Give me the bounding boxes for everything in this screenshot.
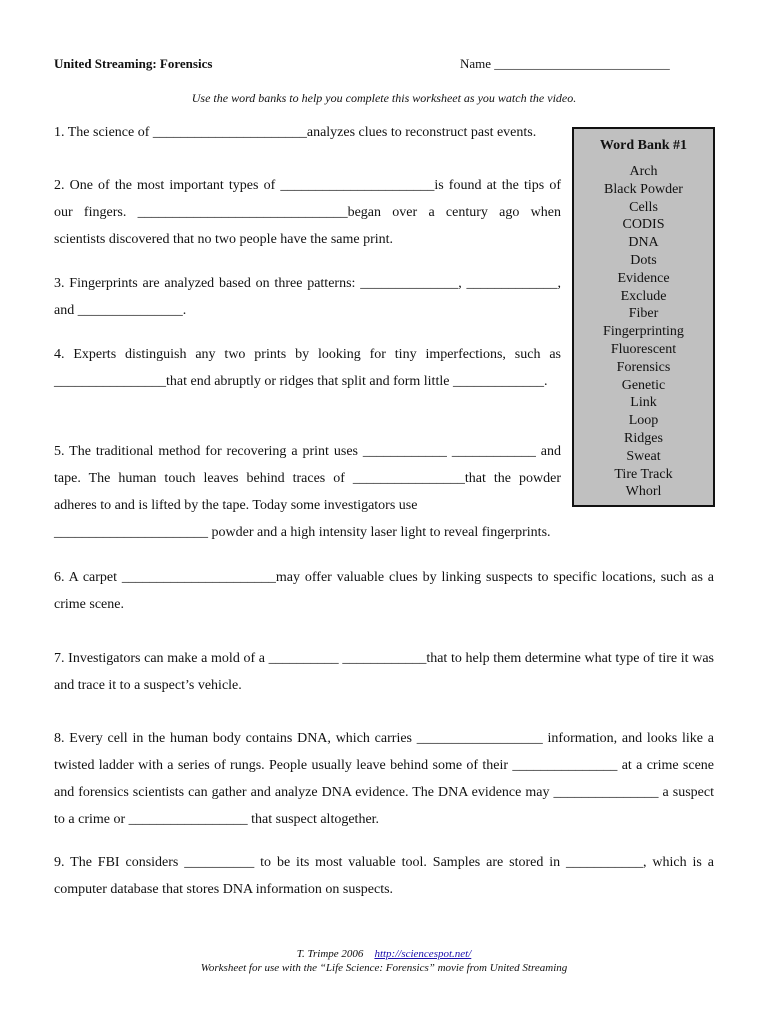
word-bank-item: Arch [629,164,658,179]
word-bank-item: Forensics [616,359,671,375]
question-3: 3. Fingerprints are analyzed based on three patterns: ______________, _____________, and _______________. [54,276,561,318]
footer-author: T. Trimpe 2006 [296,948,364,960]
question-6: 6. A carpet ______________________may offer valuable clues by linking suspects to specific locations, such as a crime scene. [54,570,714,612]
word-bank-item: Genetic [621,377,666,393]
word-bank-box [572,127,715,507]
word-bank-item: Link [630,395,657,411]
word-bank-item: DNA [628,235,659,251]
word-bank-item: Fingerprinting [603,324,684,340]
word-bank-item: Sweat [626,448,661,464]
question-2: 2. One of the most important types of ______________________is found at the tips of our fingers. ______________________________began over a century ago when scientists discovered that no two people have the same print. [54,178,561,247]
question-1: 1. The science of ______________________analyzes clues to reconstruct past events. [54,125,537,140]
question-5: 5. The traditional method for recovering a print uses ____________ ____________ and tape. The human touch leaves behind traces of ________________that the powder adheres to and is lifted by the tape. Today some investigators use [54,444,561,513]
instructions: Use the word banks to help you complete this worksheet as you watch the video. [191,91,577,105]
word-bank-list [574,163,713,501]
word-bank-item: Loop [628,413,659,429]
footer-credit-line [0,947,768,961]
word-bank-item: Cells [629,199,658,215]
word-bank-item: CODIS [622,217,665,233]
word-bank-item: Exclude [620,288,667,304]
name-field-label: Name ___________________________ [460,56,670,71]
footer [0,947,768,975]
worksheet-title: United Streaming: Forensics [54,56,213,71]
question-9: 9. The FBI considers __________ to be its most valuable tool. Samples are stored in ___________, which is a computer database that stores DNA information on suspects. [54,855,714,897]
question-4: 4. Experts distinguish any two prints by looking for tiny imperfections, such as ________________that end abruptly or ridges that split and form little _____________. [54,347,561,389]
word-bank-title: Word Bank #1 [599,138,688,153]
word-bank-item: Dots [630,252,657,268]
footer-note: Worksheet for use with the “Life Science: Forensics” movie from United Streaming [200,962,568,974]
word-bank-item: Whorl [625,484,662,500]
word-bank-item: Black Powder [604,181,683,197]
word-bank-item: Fluorescent [610,341,677,357]
question-5-continued: ______________________ powder and a high intensity laser light to reveal fingerprints. [54,525,551,540]
sciencespot-link[interactable]: http://sciencespot.net/ [374,948,472,960]
question-7: 7. Investigators can make a mold of a __________ ____________that to help them determine what type of tire it was and trace it to a suspect’s vehicle. [54,651,714,693]
word-bank-item: Evidence [617,270,670,286]
question-8: 8. Every cell in the human body contains DNA, which carries __________________ information, and looks like a twisted ladder with a series of rungs. People usually leave behind some of their _______________ at a crime scene and forensics scientists can gather and analyze DNA evidence. The DNA evidence may _______________ a suspect to a crime or _________________ that suspect altogether. [54,731,714,827]
word-bank-item: Tire Track [614,466,673,482]
word-bank-item: Fiber [628,306,659,322]
word-bank-item: Ridges [624,430,663,446]
